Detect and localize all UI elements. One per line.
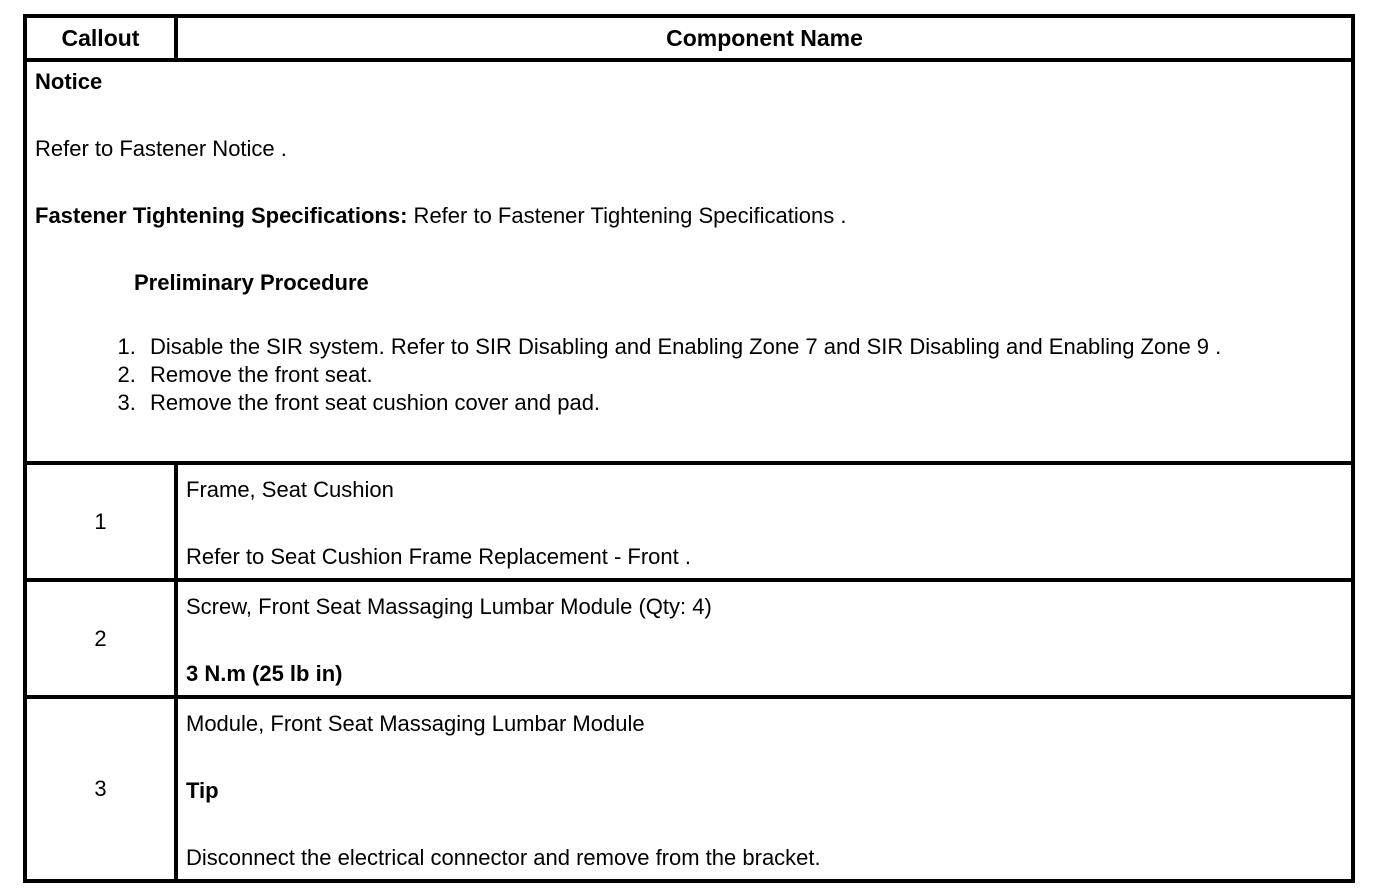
component-cell-1: [176, 463, 1353, 580]
header-component-name: Component Name: [176, 16, 1353, 60]
preliminary-procedure-title: Preliminary Procedure: [134, 270, 369, 295]
preliminary-steps-list: [35, 333, 1343, 417]
notice-cell: [25, 60, 1353, 463]
tip-instruction-text: Disconnect the electrical connector and remove from the bracket.: [186, 845, 821, 870]
header-callout: Callout: [25, 16, 176, 60]
callout-number-3: 3: [25, 697, 176, 881]
step-item-3: 3. Remove the front seat cushion cover and pad.: [142, 389, 1343, 417]
component-callout-table: [23, 14, 1355, 883]
step-item-2: 2. Remove the front seat.: [142, 361, 1343, 389]
fastener-notice-text: Refer to Fastener Notice .: [35, 136, 287, 161]
notice-title: Notice: [35, 69, 103, 94]
table-row-1: [25, 463, 1353, 580]
torque-spec: 3 N.m (25 lb in): [186, 661, 343, 686]
component-name-screw-lumbar-module: Screw, Front Seat Massaging Lumbar Module (Qty: 4): [186, 594, 712, 619]
table-row-3: [25, 697, 1353, 881]
fastener-spec-line: [35, 199, 1343, 233]
callout-number-2: 2: [25, 580, 176, 697]
table-row-2: [25, 580, 1353, 697]
fastener-spec-label: Fastener Tightening Specifications:: [35, 203, 408, 228]
component-name-module-lumbar: Module, Front Seat Massaging Lumbar Module: [186, 711, 645, 736]
callout-number-1: 1: [25, 463, 176, 580]
component-cell-2: [176, 580, 1353, 697]
tip-label: Tip: [186, 778, 219, 803]
notice-row: [25, 60, 1353, 463]
fastener-spec-text: Refer to Fastener Tightening Specifications .: [407, 203, 847, 228]
component-name-frame-seat-cushion: Frame, Seat Cushion: [186, 477, 394, 502]
component-reference-seat-cushion-frame: Refer to Seat Cushion Frame Replacement - Front .: [186, 544, 691, 569]
step-item-1: 1. Disable the SIR system. Refer to SIR Disabling and Enabling Zone 7 and SIR Disabling and Enabling Zone 9 .: [142, 333, 1343, 361]
table-header-row: [25, 16, 1353, 60]
component-cell-3: [176, 697, 1353, 881]
